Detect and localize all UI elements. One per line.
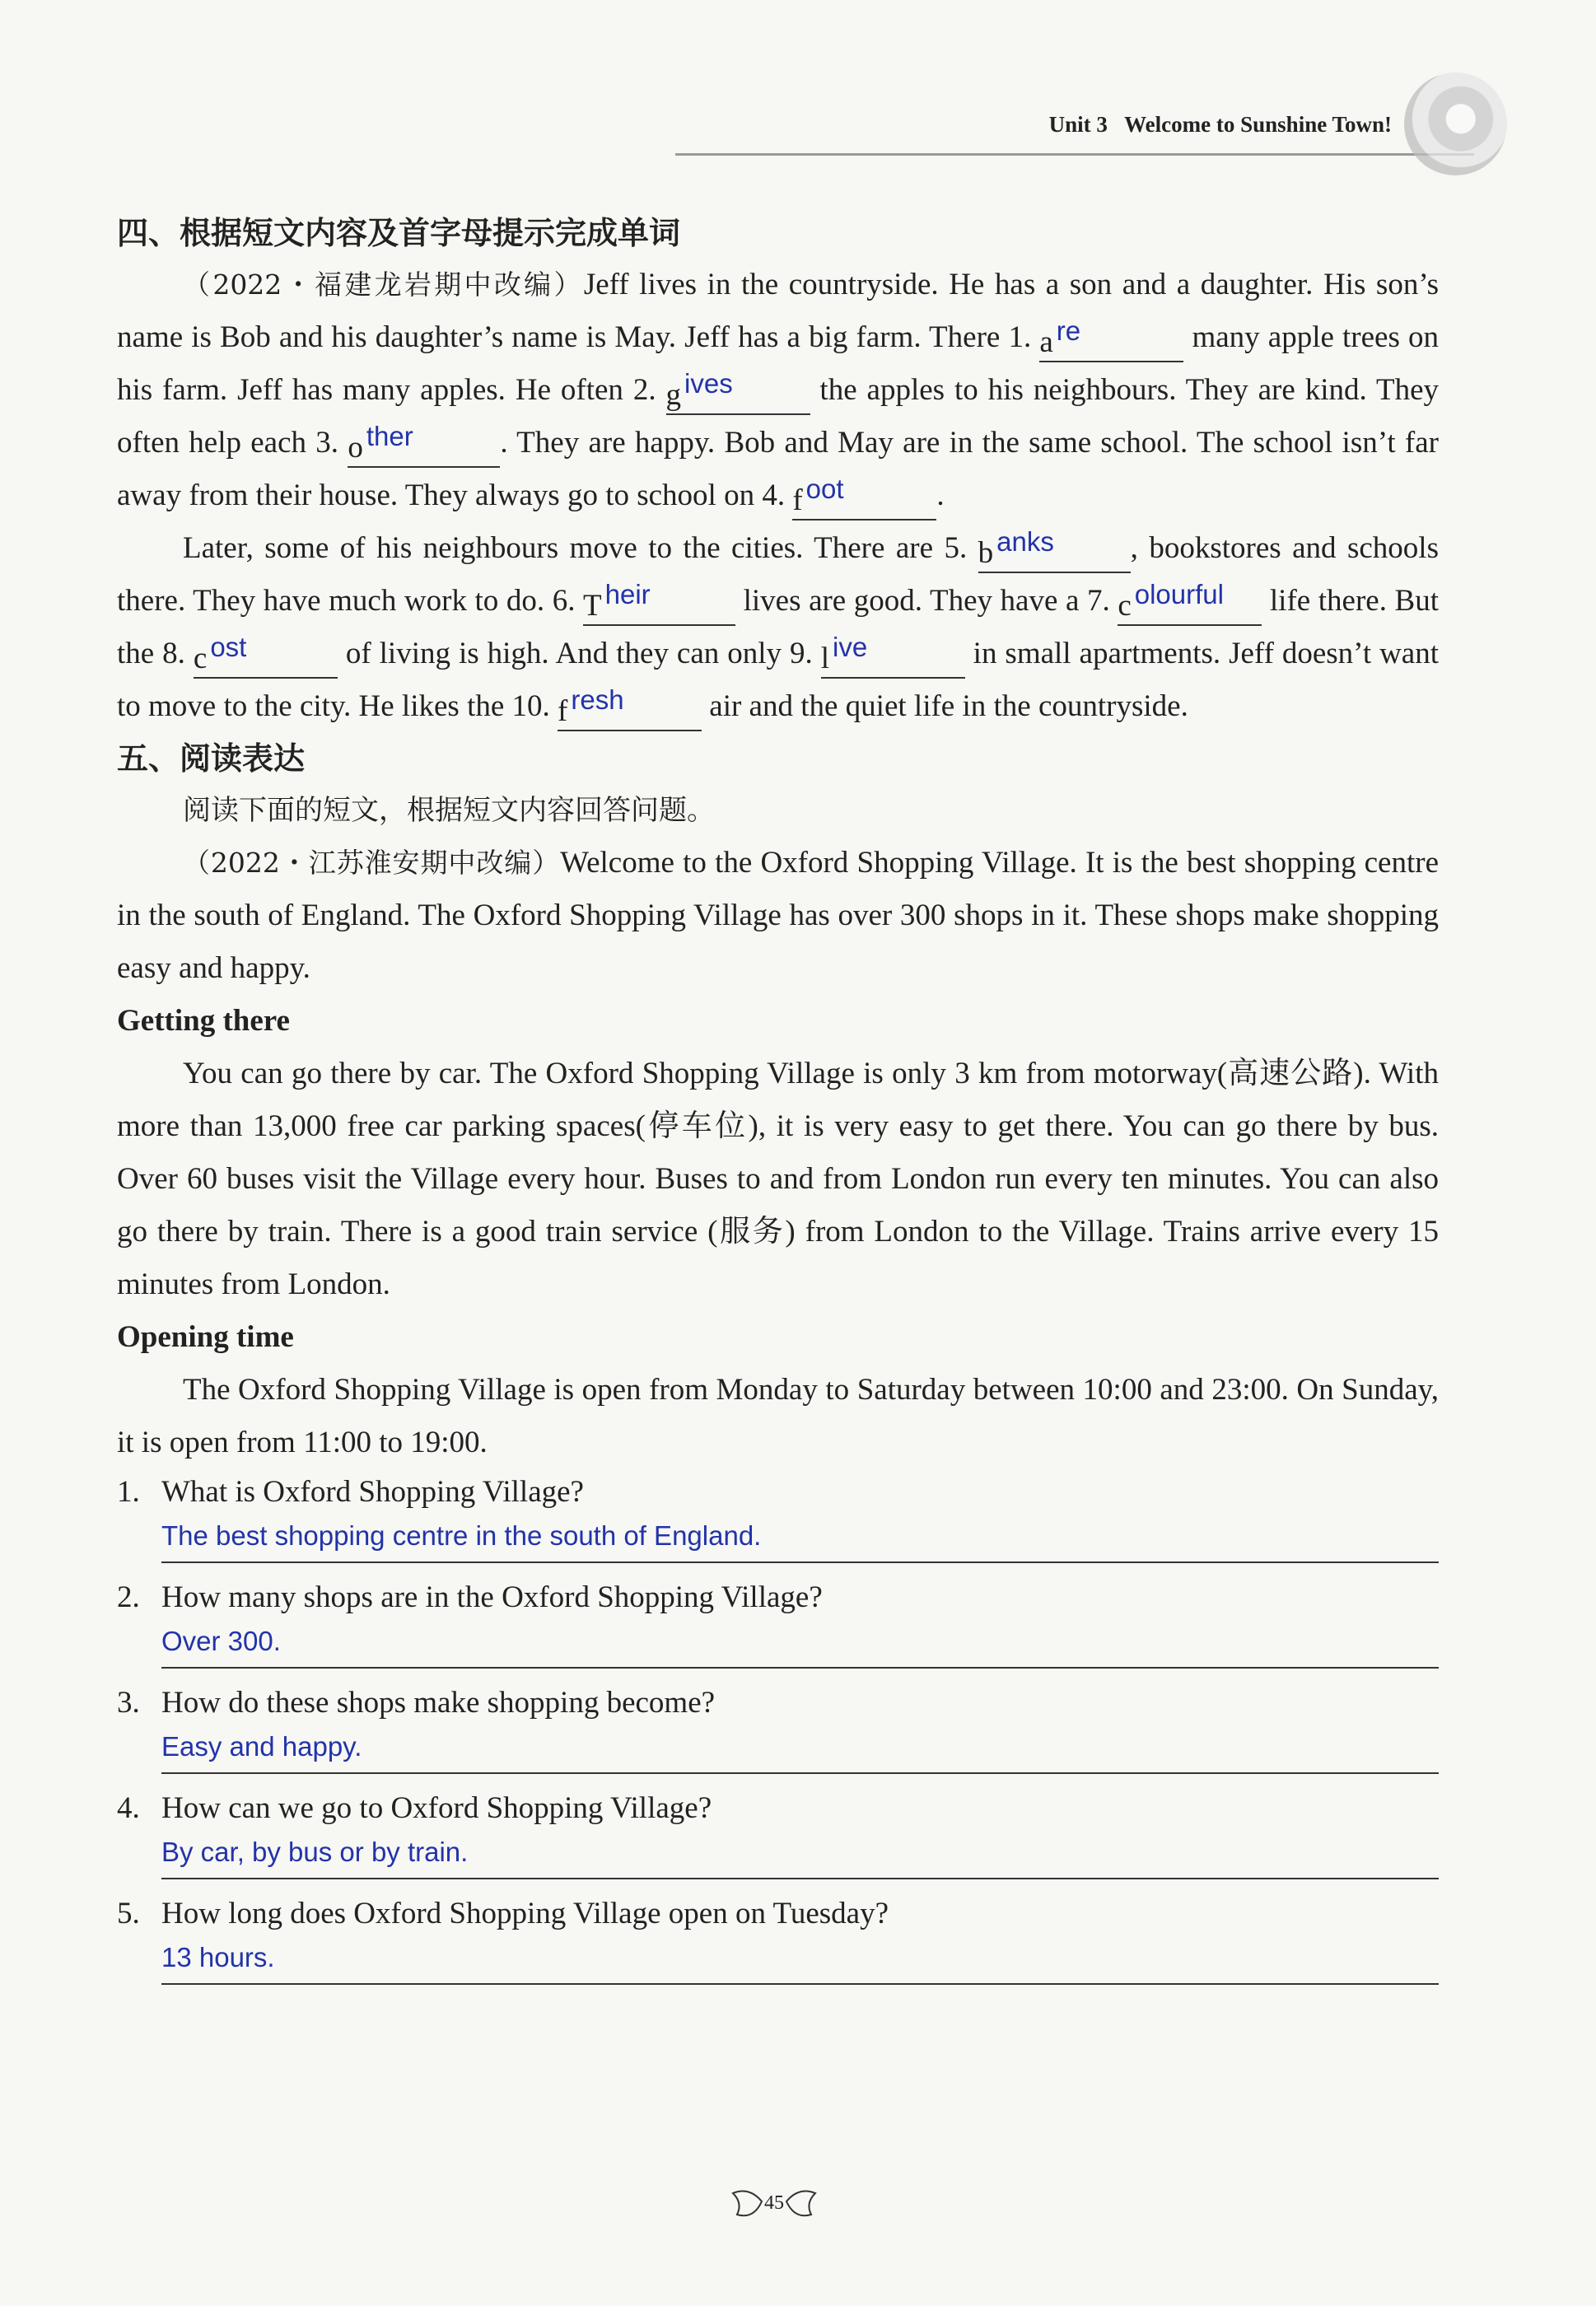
unit-title: Welcome to Sunshine Town! — [1124, 112, 1392, 137]
question-item: 3. How do these shops make shopping become? Easy and happy. — [117, 1680, 1439, 1774]
blank-1[interactable]: a re — [1039, 324, 1183, 362]
header-rule — [675, 153, 1474, 156]
section-5-instruction: 阅读下面的短文，根据短文内容回答问题。 — [183, 794, 715, 827]
header-text — [1049, 112, 1392, 138]
section-5-title: 五、阅读表达 — [117, 740, 306, 777]
heading-opening-time: Opening time — [117, 1320, 294, 1354]
questions-list — [117, 1469, 1439, 1985]
answer-field[interactable]: Easy and happy. — [161, 1726, 1439, 1774]
blank-4[interactable]: f oot — [792, 483, 936, 520]
page-header — [675, 105, 1507, 171]
answer-field[interactable]: By car, by bus or by train. — [161, 1832, 1439, 1879]
unit-label: Unit 3 — [1048, 112, 1108, 137]
blank-9[interactable]: l ive — [821, 641, 965, 679]
section-4-title: 四、根据短文内容及首字母提示完成单词 — [117, 214, 681, 251]
blank-7[interactable]: c olourful — [1118, 588, 1262, 626]
blank-8[interactable]: c ost — [194, 641, 338, 679]
question-item: 5. How long does Oxford Shopping Village open on Tuesday? 13 hours. — [117, 1891, 1439, 1985]
answer-field[interactable]: 13 hours. — [161, 1937, 1439, 1985]
question-item: 1. What is Oxford Shopping Village? The best shopping centre in the south of England. — [117, 1469, 1439, 1563]
blank-5[interactable]: b anks — [978, 535, 1131, 573]
opening-time-paragraph: The Oxford Shopping Village is open from Monday to Saturday between 10:00 and 23:00. On Sunday, it is open from 11:00 to 19:00. — [117, 1373, 1439, 1459]
page-number: 45 — [725, 2178, 824, 2228]
source-note: （2022・福建龙岩期中改编） — [183, 268, 584, 301]
section-5-intro: （2022・江苏淮安期中改编）Welcome to the Oxford Shopping Village. It is the best shopping centre in the south of England. The Oxford Shopping Village has over 300 shops in it. These shops make shopping easy and happy. — [117, 846, 1439, 985]
disc-decoration-icon — [1404, 72, 1507, 175]
section-4-paragraph-1: （2022・福建龙岩期中改编）Jeff lives in the countryside. He has a son and a daughter. His son’s name is Bob and his daughter’s name is May. Jeff has a big farm. There 1. a re many apple trees on his farm. Jeff has many apples. He often 2. g ives the apples to his neighbours. They are kind. They often help each 3. o ther . They are happy. Bob and May are in the same school. The school isn’t far away from their house. They always go to school on 4. f oot . — [117, 259, 1439, 522]
section-4-paragraph-2: Later, some of his neighbours move to the cities. There are 5. b anks , bookstores and schools there. They have much work to do. 6. T heir lives are good. They have a 7. c olourful life there. But the 8. c ost of living is high. And they can only 9. l ive in small apartments. Jeff doesn’t want to move to the city. He likes the 10. f resh air and the quiet life in the countryside. — [117, 522, 1439, 733]
blank-10[interactable]: f resh — [558, 693, 702, 731]
section-4 — [117, 208, 1439, 1996]
answer-field[interactable]: Over 300. — [161, 1621, 1439, 1669]
blank-2[interactable]: g ives — [666, 377, 810, 415]
heading-getting-there: Getting there — [117, 1004, 290, 1038]
question-item: 4. How can we go to Oxford Shopping Village? By car, by bus or by train. — [117, 1786, 1439, 1879]
question-item: 2. How many shops are in the Oxford Shopping Village? Over 300. — [117, 1575, 1439, 1669]
source-note-2: （2022・江苏淮安期中改编） — [183, 847, 561, 879]
blank-3[interactable]: o ther — [348, 430, 500, 468]
answer-field[interactable]: The best shopping centre in the south of England. — [161, 1515, 1439, 1563]
blank-6[interactable]: T heir — [583, 588, 735, 626]
getting-there-paragraph: You can go there by car. The Oxford Shopping Village is only 3 km from motorway(高速公路). With more than 13,000 free car parking spaces(停车位), it is very easy to get there. You can go there by bus. Over 60 buses visit the Village every hour. Buses to and from London run every ten minutes. You can also go there by train. There is a good train service (服务) from London to the Village. Trains arrive every 15 minutes from London. — [117, 1057, 1439, 1301]
